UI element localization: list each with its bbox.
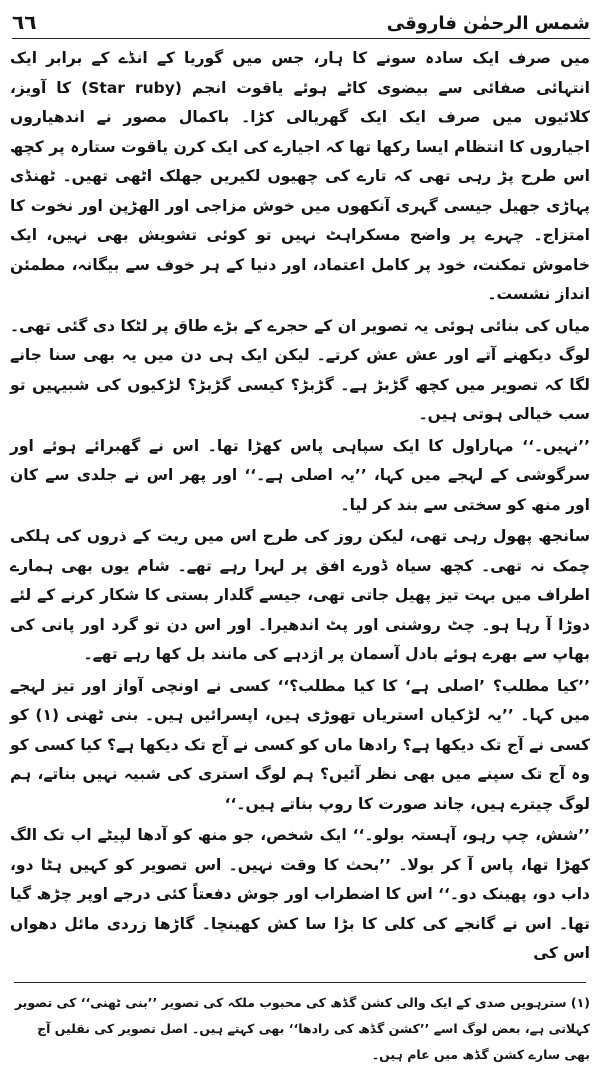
paragraph: ’’نہیں۔‘‘ مہاراول کا ایک سپاہی پاس کھڑا تھا۔ اس نے گھبرائے ہوئے اور سرگوشی کے لہجے میں کہا، ’’یہ اصلی ہے۔‘‘ اور پھر اس نے جلدی سے کان اور منھ کو سختی سے بند کر لیا۔ (10, 436, 590, 514)
paragraph: سانجھ پھول رہی تھی، لیکن روز کی طرح اس میں ریت کے ذروں کی ہلکی چمک نہ تھی۔ کچھ سیاہ ڈورے افق پر لہرا رہے تھے۔ شام یوں بھی ہمارے اطراف میں بہت تیز پھیل جاتی تھی، جیسے گلدار بستی کا شکار کرنے کے لئے دوڑا آ رہا ہو۔ چٹ روشنی اور پٹ اندھیرا۔ اور اس دن تو گرد اور پانی کی بھاپ سے بھرے ہوئے بادل آسمان پر اژدہے کی مانند بل کھا رہے تھے۔ (10, 527, 590, 663)
running-head-author: شمس الرحمٰن فاروقی (386, 13, 590, 34)
paragraph: ’’شش، چپ رہو، آہستہ بولو۔‘‘ ایک شخص، جو منھ کو آدھا لپیٹے اب تک الگ کھڑا تھا، پاس آ کر بولا۔ ’’بحث کا وقت نہیں۔ اس تصویر کو کہیں ہٹا دو، داب دو، پھینک دو۔‘‘ اس کا اضطراب اور جوش دفعتاً کئی درجے اوپر چڑھ گیا تھا۔ اس نے گانجے کی کلی کا بڑا سا کش کھینچا۔ گاڑھا زردی مائل دھواں اس کی (10, 826, 590, 962)
page-header (12, 4, 590, 39)
footnote-divider (14, 982, 586, 983)
body-text (10, 44, 590, 971)
paragraph: ’’کیا مطلب؟ ’اصلی ہے‘ کا کیا مطلب؟‘‘ کسی نے اونچی آواز اور تیز لہجے میں کہا۔ ’’یہ لڑکیاں استریاں تھوڑی ہیں، اپسرائیں ہیں۔ بنی ٹھنی (۱) کو کسی نے آج تک دیکھا ہے؟ رادھا ماں کو کسی نے آج تک دیکھا ہے؟ کیا کسی کو وہ آج تک سپنے میں بھی نظر آئیں؟ ہم لوگ استری کی شبیہ نہیں بناتے، ہم لوگ چیترے ہیں، چاند صورت کا روپ بناتے ہیں۔‘‘ (10, 676, 590, 813)
paragraph: میاں کی بنائی ہوئی یہ تصویر ان کے حجرے کے بڑے طاق پر لٹکا دی گئی تھی۔ لوگ دیکھنے آتے اور عش عش کرتے۔ لیکن ایک ہی دن میں یہ بھی سنا جانے لگا کہ تصویر میں کچھ گڑبڑ ہے۔ گڑبڑ؟ کیسی گڑبڑ؟ لڑکیوں کی شبیہیں تو سب خیالی ہوتی ہیں۔ (10, 316, 590, 423)
page-number: ٦٦ (12, 10, 37, 34)
footnote: (۱) سترہویں صدی کے ایک والی کشن گڈھ کی محبوب ملکہ کی تصویر ’’بنی ٹھنی‘‘ کی تصویر کہلاتی ہے، بعض لوگ اسے ’’کشن گڈھ کی رادھا‘‘ بھی کہتے ہیں۔ اصل تصویر کی نقلیں آج بھی سارے کشن گڈھ میں عام ہیں۔ (14, 995, 590, 1062)
paragraph: میں صرف ایک سادہ سونے کا ہار، جس میں گوریا کے انڈے کے برابر ایک انتہائی صفائی سے بیضوی کاٹے ہوئے یاقوت انجم (Star ruby) کا آویز، کلائیوں میں صرف ایک ایک گھریالی کڑا۔ باکمال مصور نے اندھیاروں اجیاروں کا انتظام ایسا رکھا تھا کہ اجیارے کی ایک کرن یاقوت ستارہ پر کچھ اس طرح پڑ رہی تھی کہ تارے کی چھیوں لکیریں جھلک اٹھی تھیں۔ ٹھنڈی پہاڑی جھیل جیسی گہری آنکھوں میں خوش مزاجی اور الھڑپن اور نخوت کا امتزاج۔ چہرے پر واضح مسکراہٹ نہیں تو کوئی تشویش بھی نہیں، ایک خاموش تمکنت، خود پر کامل اعتماد، اور دنیا کے ہر خوف سے بیگانہ، مطمئن انداز نشست۔ (10, 49, 590, 303)
